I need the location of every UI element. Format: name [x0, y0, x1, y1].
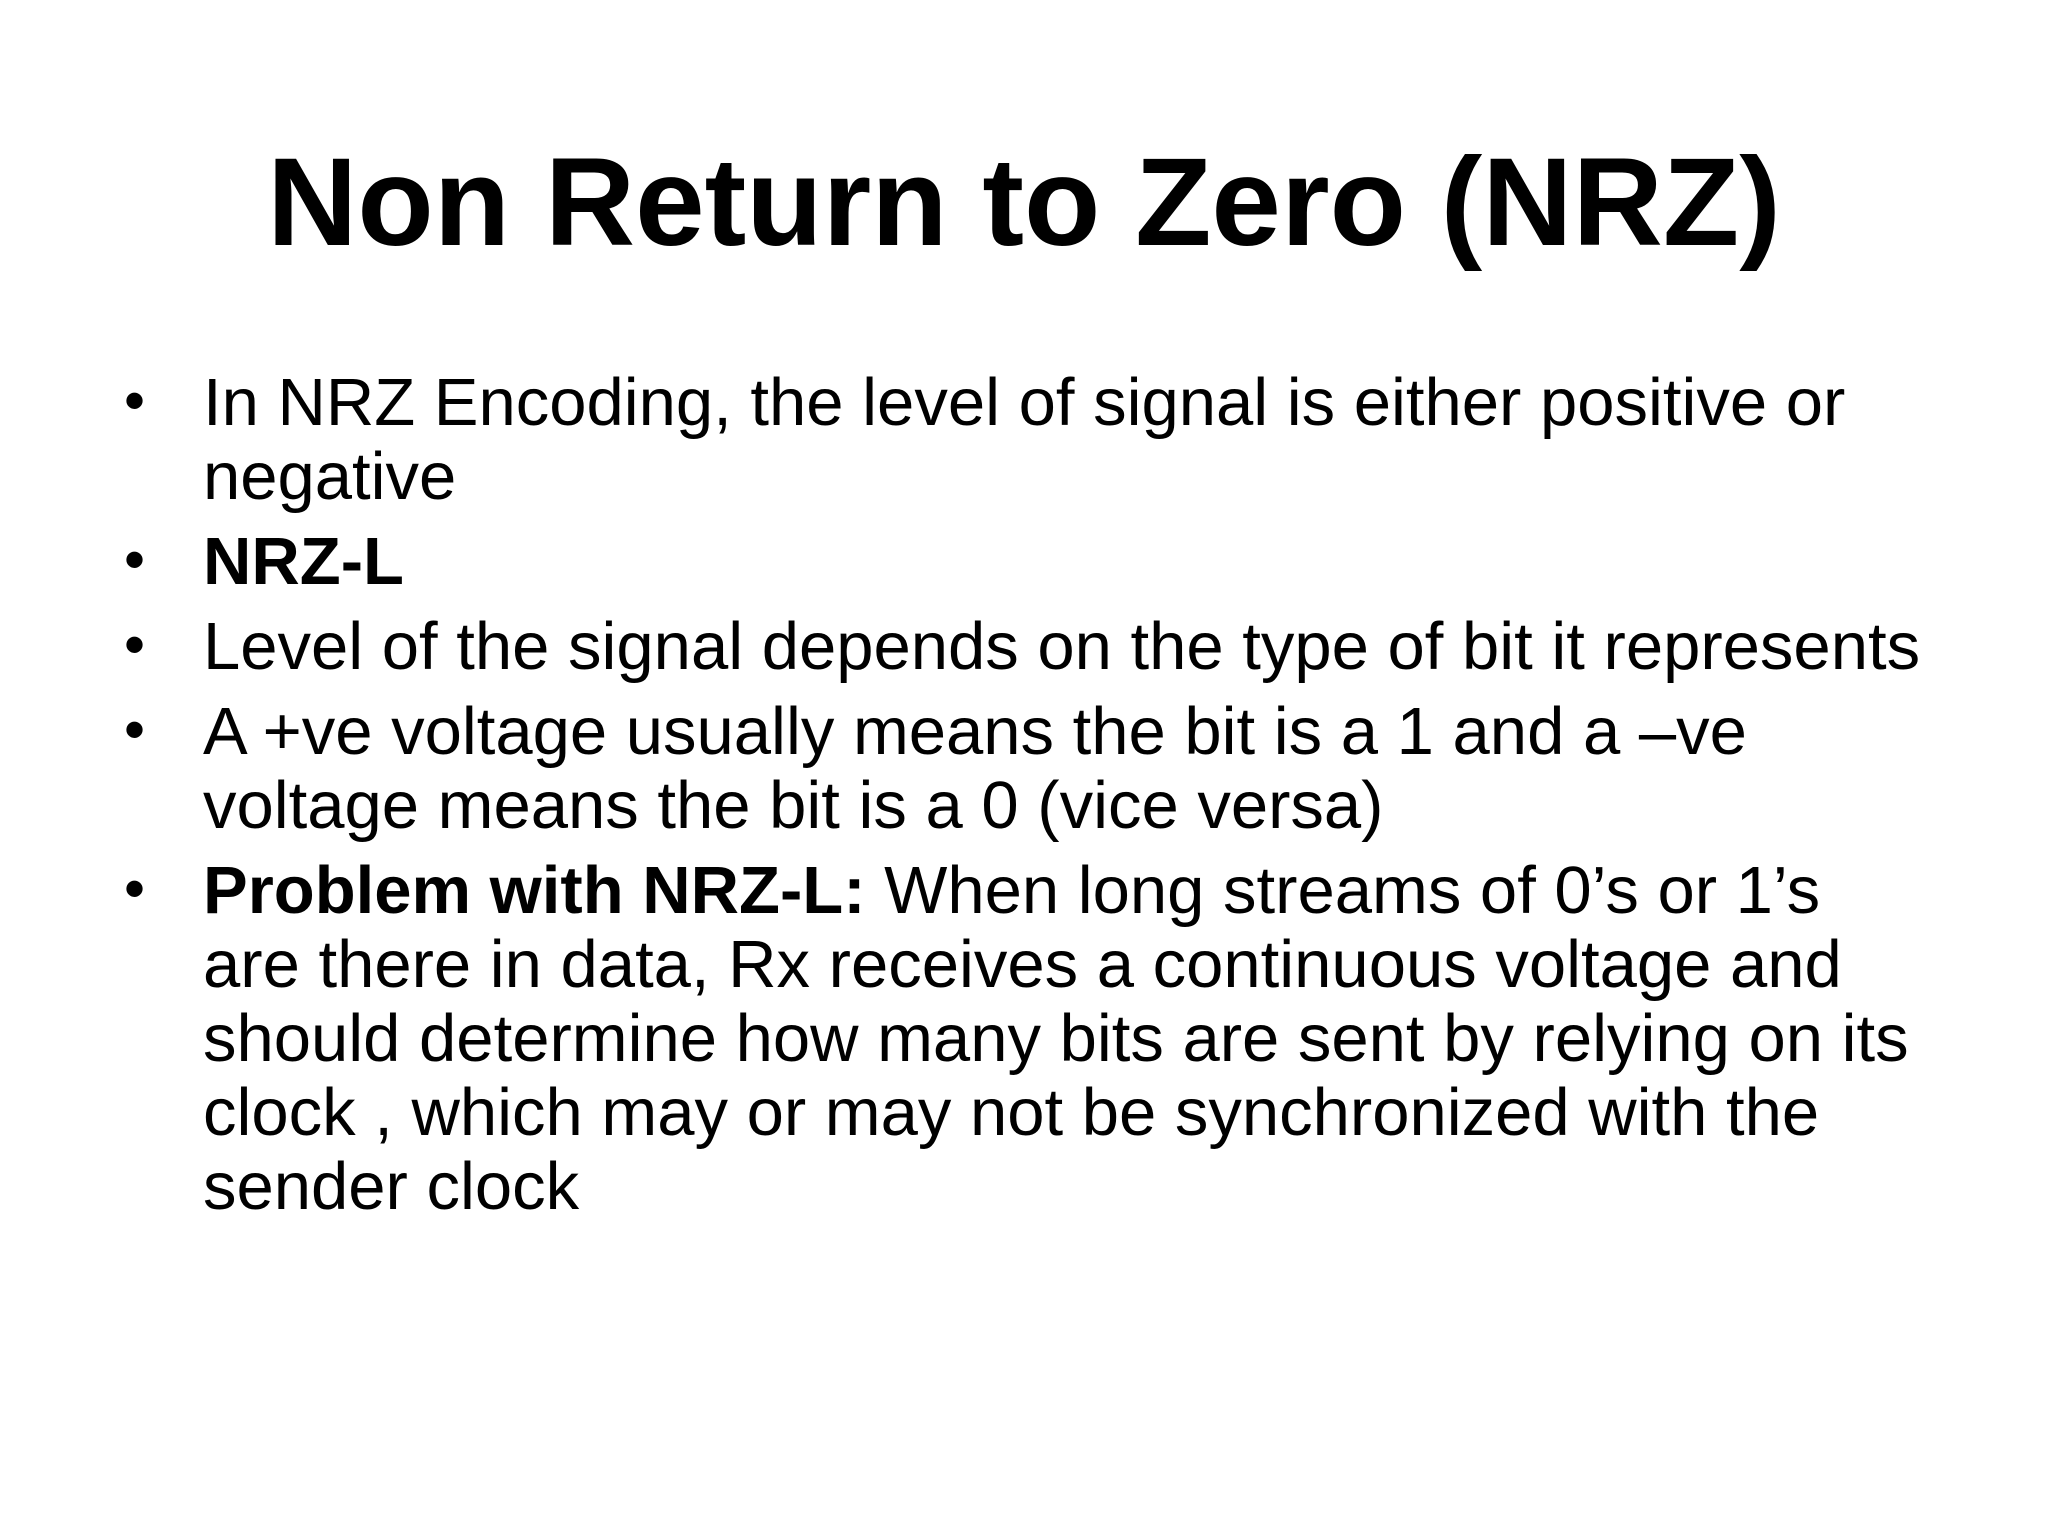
bullet-icon: • — [124, 526, 146, 593]
bullet-item — [0, 695, 1923, 843]
bullet-text: When long streams of 0’s or 1’s are there in data, Rx receives a continuous voltage and should determine how many bits are sent by relying on its clock , which may or may not be synchronized with the sender clock — [203, 853, 1909, 1224]
bullet-heading: NRZ-L — [203, 524, 404, 599]
bullet-item — [0, 854, 1923, 1224]
bullet-icon: • — [124, 611, 146, 678]
slide-title: Non Return to Zero (NRZ) — [267, 133, 1781, 272]
bullet-icon: • — [124, 367, 146, 434]
bullet-item — [0, 610, 1923, 684]
bullet-text: Level of the signal depends on the type of bit it represents — [203, 609, 1921, 684]
bullet-item — [0, 525, 1923, 599]
bullet-icon: • — [124, 696, 146, 763]
bullet-text: A +ve voltage usually means the bit is a 1 and a –ve voltage means the bit is a 0 (vice versa) — [203, 694, 1747, 843]
bullet-text: In NRZ Encoding, the level of signal is either positive or negative — [203, 365, 1846, 514]
bullet-list — [0, 366, 2048, 1235]
bullet-item — [0, 366, 1923, 514]
bullet-icon: • — [124, 855, 146, 922]
bullet-lead-label: Problem with NRZ-L: — [203, 853, 866, 928]
